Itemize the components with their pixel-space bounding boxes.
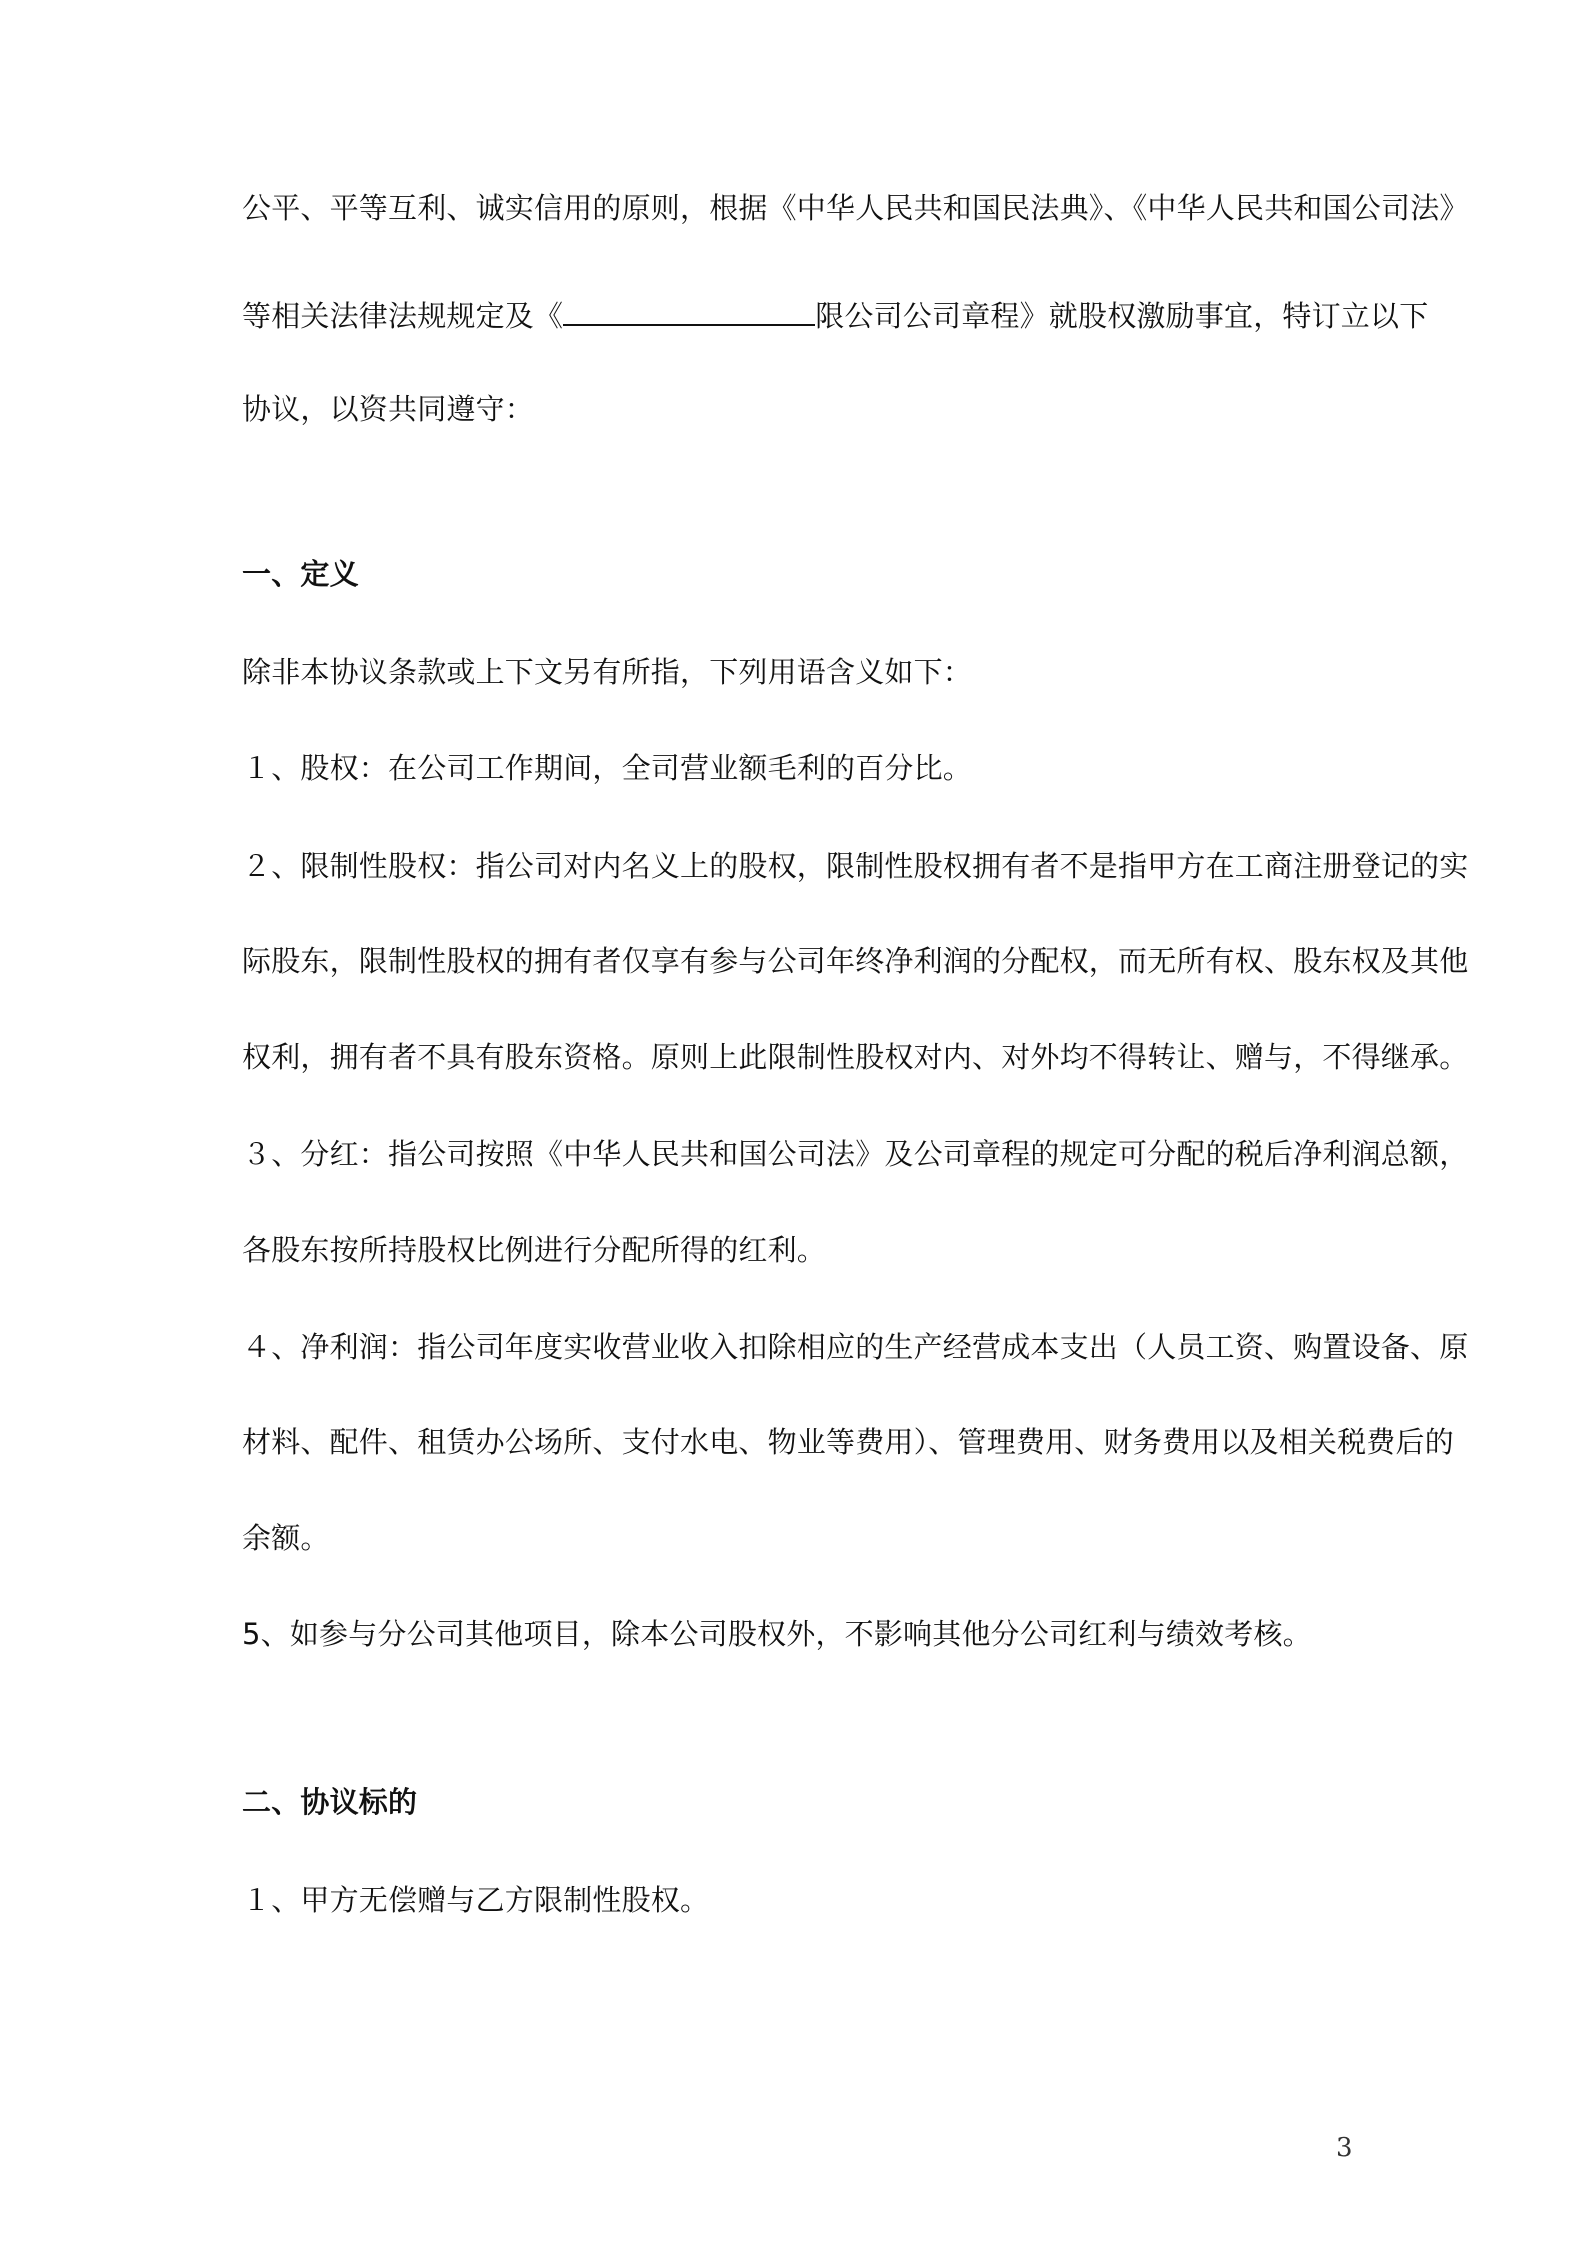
agreement-subject-item-1: １、甲方无偿赠与乙方限制性股权。 [242,1883,710,1917]
definition-item-3-line-1: ３、分红：指公司按照《中华人民共和国公司法》及公司章程的规定可分配的税后净利润总额， [242,1137,1469,1171]
definition-item-3-line-2: 各股东按所持股权比例进行分配所得的红利。 [242,1233,827,1267]
intro-line-1: 公平、平等互利、诚实信用的原则，根据《中华人民共和国民法典》、《中华人民共和国公司法》 [242,191,1469,225]
intro-line-2 [242,294,1429,336]
definition-item-5: 5、如参与分公司其他项目，除本公司股权外，不影响其他分公司红利与绩效考核。 [242,1617,1312,1651]
company-name-blank [563,294,815,326]
intro-line-3: 协议，以资共同遵守： [242,392,535,426]
definition-item-2-line-3: 权利，拥有者不具有股东资格。原则上此限制性股权对内、对外均不得转让、赠与，不得继承。 [242,1040,1469,1074]
section-1-title: 一、定义 [242,557,359,591]
section-1-lead: 除非本协议条款或上下文另有所指，下列用语含义如下： [242,655,973,689]
intro-line-2-start: 等相关法律法规规定及《 [242,299,564,333]
definition-item-4-line-1: ４、净利润：指公司年度实收营业收入扣除相应的生产经营成本支出（人员工资、购置设备、原 [242,1330,1469,1364]
definition-item-2-line-1: ２、限制性股权：指公司对内名义上的股权，限制性股权拥有者不是指甲方在工商注册登记的实 [242,849,1469,883]
intro-line-2-end: 限公司公司章程》就股权激励事宜，特订立以下 [815,299,1429,333]
definition-item-1: １、股权：在公司工作期间，全司营业额毛利的百分比。 [242,751,973,785]
section-2-title: 二、协议标的 [242,1785,418,1819]
definition-item-4-line-2: 材料、配件、租赁办公场所、支付水电、物业等费用）、管理费用、财务费用以及相关税费后的 [242,1425,1454,1459]
definition-item-2-line-2: 际股东，限制性股权的拥有者仅享有参与公司年终净利润的分配权，而无所有权、股东权及其他 [242,944,1469,978]
definition-item-4-line-3: 余额。 [242,1521,330,1555]
page-number: 3 [1336,2133,1353,2163]
